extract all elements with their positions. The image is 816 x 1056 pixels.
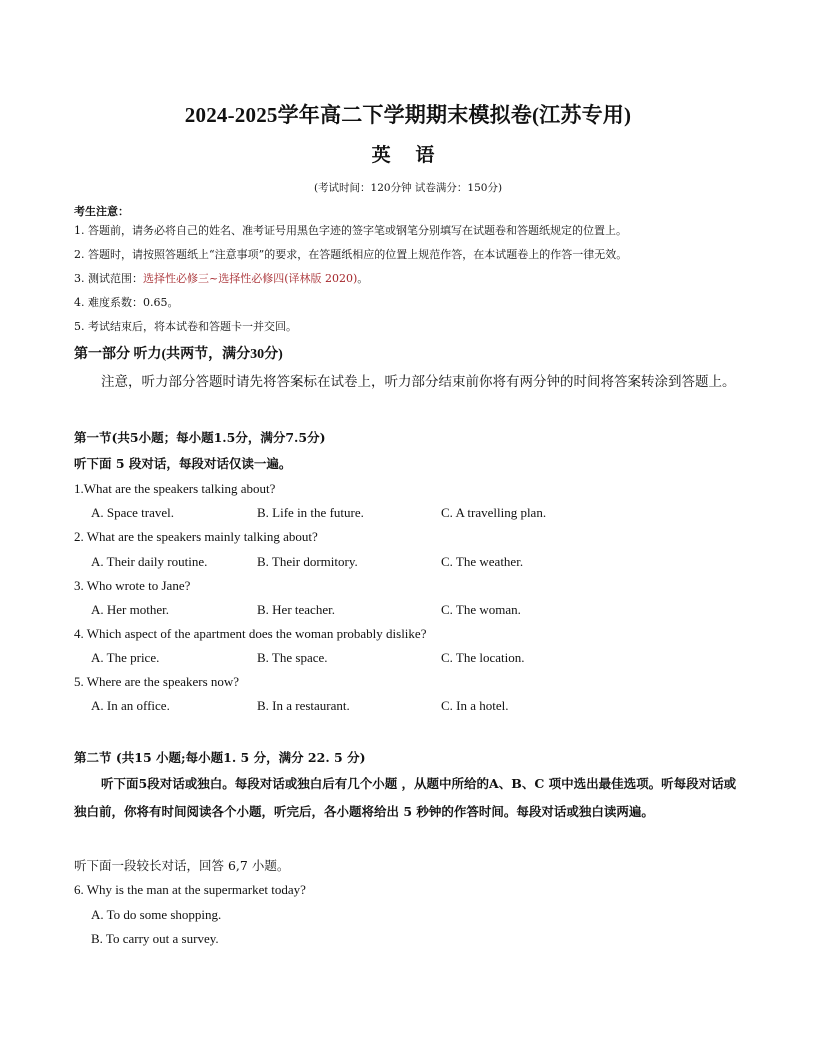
option-a: A. Her mother. (91, 602, 169, 617)
option-b: B. To carry out a survey. (91, 931, 219, 946)
notice-item-prefix: 3. 测试范围： (74, 272, 143, 285)
notice-item: 2. 答题时，请按照答题纸上“注意事项”的要求，在答题纸相应的位置上规范作答，在本试题卷上的作答一律无效。 (74, 248, 628, 261)
option-c: C. A travelling plan. (441, 505, 547, 520)
section1-instruction: 听下面 5 段对话，每段对话仅读一遍。 (74, 456, 292, 471)
notice-list (74, 223, 627, 343)
notice-item: 1. 答题前，请务必将自己的姓名、准考证号用黑色字迹的签字笔或钢笔分别填写在试题卷和答题纸规定的位置上。 (74, 224, 627, 237)
question-stem: 3. Who wrote to Jane? (74, 578, 191, 593)
question-options (91, 602, 731, 620)
option-c: C. In a hotel. (441, 698, 509, 713)
option-a: A. The price. (91, 650, 160, 665)
question-stem: 2. What are the speakers mainly talking about? (74, 529, 318, 544)
notice-heading: 考生注意： (74, 205, 129, 218)
option-c: C. The location. (441, 650, 525, 665)
notice-item: 5. 考试结束后，将本试卷和答题卡一并交回。 (74, 320, 297, 333)
question-options (91, 698, 731, 716)
section1-heading: 第一节(共5小题；每小题1.5分，满分7.5分) (74, 430, 326, 445)
section2-heading: 第二节 (共15 小题;每小题1. 5 分，满分 22. 5 分) (74, 750, 366, 765)
question-options (91, 650, 731, 668)
option-b: B. The space. (257, 650, 328, 665)
question-stem: 6. Why is the man at the supermarket today? (74, 882, 306, 897)
notice-item-suffix: 。 (357, 272, 369, 285)
option-b: B. Her teacher. (257, 602, 335, 617)
question-stem: 5. Where are the speakers now? (74, 674, 240, 689)
question-options (91, 554, 731, 572)
section2-instruction: 听下面5段对话或独白。每段对话或独白后有几个小题 ，从题中所给的A、B、C 项中选出最佳选项。听每段对话或独白前，你将有时间阅读各个小题，听完后，各小题将给出 5 秒钟的作答时间。每段对话或独白读两遍。 (74, 776, 737, 819)
question-stem: 1.What are the speakers talking about? (74, 481, 276, 496)
question-options (91, 505, 731, 523)
notice-item: 4. 难度系数：0.65。 (74, 296, 179, 309)
option-a: A. Space travel. (91, 505, 175, 520)
test-scope: 选择性必修三~选择性必修四(译林版 2020) (143, 272, 358, 285)
option-a: A. Their daily routine. (91, 554, 208, 569)
option-c: C. The woman. (441, 602, 521, 617)
listening-note: 注意，听力部分答题时请先将答案标在试卷上，听力部分结束前你将有两分钟的时间将答案转涂到答题上。 (101, 374, 736, 389)
option-b: B. In a restaurant. (257, 698, 350, 713)
exam-meta: (考试时间：120分钟 试卷满分：150分) (313, 182, 503, 194)
option-a: A. In an office. (91, 698, 170, 713)
option-b: B. Their dormitory. (257, 554, 358, 569)
option-b: B. Life in the future. (257, 505, 364, 520)
long-dialogue-instruction: 听下面一段较长对话，回答 6,7 小题。 (74, 858, 290, 873)
exam-title: 2024-2025学年高二下学期期末模拟卷(江苏专用) (184, 103, 632, 127)
part-heading: 第一部分 听力(共两节，满分30分) (74, 347, 283, 362)
subject-title: 英 语 (371, 145, 445, 166)
question-stem: 4. Which aspect of the apartment does the woman probably dislike? (74, 626, 427, 641)
option-c: C. The weather. (441, 554, 524, 569)
notice-item (74, 271, 627, 295)
option-a: A. To do some shopping. (91, 907, 222, 922)
